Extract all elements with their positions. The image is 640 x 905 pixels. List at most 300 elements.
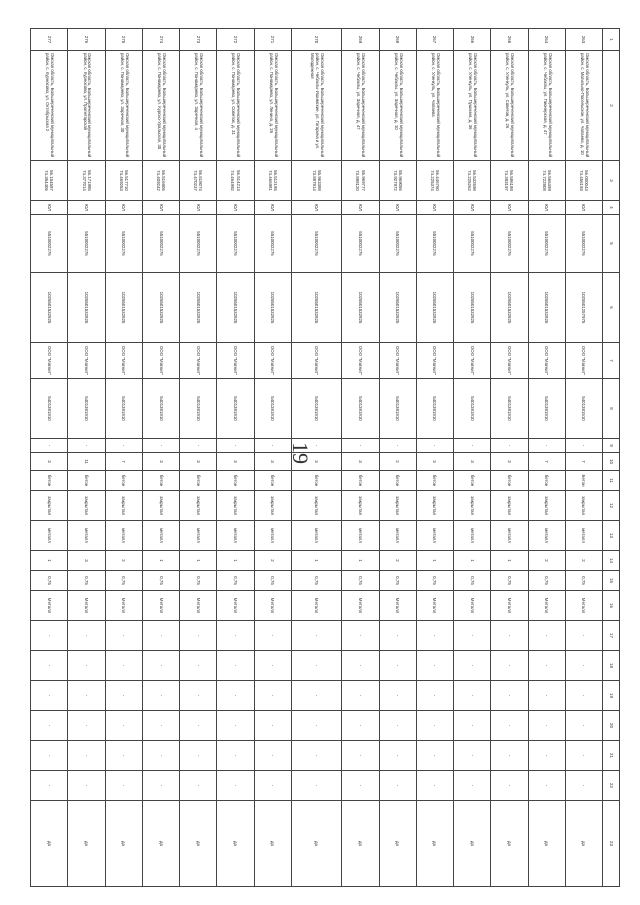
- address-cell: Омская область, Большереченский муниципальный район, с. Уленкуль, ул. Советов, д. 26: [491, 51, 528, 161]
- table-cell: -: [528, 621, 565, 651]
- table-cell: ЮЛ: [180, 201, 217, 215]
- table-cell: -: [254, 621, 291, 651]
- table-cell: -: [180, 741, 217, 771]
- table-cell: 5510002276: [454, 215, 491, 273]
- table-cell: -: [379, 621, 416, 651]
- table-cell: бетон: [68, 471, 105, 491]
- table-cell: -: [180, 771, 217, 801]
- table-cell: 5401381810: [528, 379, 565, 439]
- table-cell: 1025501532825: [379, 273, 416, 343]
- address-cell: Омская область, Большереченский муниципальный район, с. Уленкуль, ул. Пушкина, д. 36: [454, 51, 491, 161]
- column-header: 12: [603, 491, 620, 521]
- table-cell: 56.586188 74.393197: [491, 161, 528, 201]
- table-cell: 3: [31, 453, 68, 471]
- table-cell: -: [565, 621, 602, 651]
- table-cell: -: [565, 651, 602, 681]
- table-cell: -: [454, 711, 491, 741]
- table-cell: да: [342, 801, 379, 887]
- table-row: [528, 29, 565, 887]
- table-cell: 3: [491, 453, 528, 471]
- address-cell: Омская область, Большереченский муниципальный район, с. Чебаклы, ул. Пионерская, д. 47: [528, 51, 565, 161]
- table-cell: 0,75: [416, 571, 453, 591]
- table-cell: бетон: [142, 471, 179, 491]
- table-cell: -: [342, 651, 379, 681]
- table-cell: -: [105, 681, 142, 711]
- table-cell: 3: [217, 453, 254, 471]
- table-cell: -: [491, 741, 528, 771]
- table-cell: 0,75: [528, 571, 565, 591]
- table-cell: -: [454, 681, 491, 711]
- table-cell: закрытая: [454, 491, 491, 521]
- table-cell: Металл: [254, 591, 291, 621]
- table-cell: 1025501532825: [68, 273, 105, 343]
- table-cell: -: [491, 621, 528, 651]
- address-cell: Омская область, Большереченский муниципальный район, с. Курносово, ул. Октябрьская 2: [31, 51, 68, 161]
- table-cell: 0,75: [142, 571, 179, 591]
- column-header: 4: [603, 201, 620, 215]
- table-cell: 56.532598 74.225262: [454, 161, 491, 201]
- table-cell: 5401381810: [105, 379, 142, 439]
- table-cell: -: [291, 681, 342, 711]
- table-cell: 5510002276: [565, 215, 602, 273]
- table-cell: 1: [454, 551, 491, 571]
- table-cell: -: [565, 741, 602, 771]
- table-cell: закрытая: [180, 491, 217, 521]
- table-cell: 5510002276: [491, 215, 528, 273]
- table-cell: бетон: [454, 471, 491, 491]
- table-cell: 5401381810: [379, 379, 416, 439]
- table-cell: 0,75: [454, 571, 491, 591]
- table-cell: -: [291, 621, 342, 651]
- table-cell: Металл: [565, 591, 602, 621]
- table-cell: 1: [217, 551, 254, 571]
- table-cell: 5510002276: [254, 215, 291, 273]
- table-cell: 56.518074 74.470237: [180, 161, 217, 201]
- table-cell: -: [342, 711, 379, 741]
- table-cell: -: [142, 681, 179, 711]
- table-cell: металл: [342, 521, 379, 551]
- table-cell: -: [254, 681, 291, 711]
- table-cell: да: [291, 801, 342, 887]
- table-cell: да: [491, 801, 528, 887]
- table-cell: закрытая: [528, 491, 565, 521]
- table-row: [379, 29, 416, 887]
- table-row: [142, 29, 179, 887]
- table-cell: -: [105, 439, 142, 453]
- table-cell: 265: [491, 29, 528, 51]
- table-cell: 1025501532825: [31, 273, 68, 343]
- table-cell: 3: [416, 453, 453, 471]
- column-header: 2: [603, 51, 620, 161]
- table-cell: 5401381810: [180, 379, 217, 439]
- address-cell: Омская область, Большереченский муниципальный район, с. Чебаклы, ул. Заречная, д. 47: [342, 51, 379, 161]
- table-cell: 3: [142, 453, 179, 471]
- table-cell: -: [180, 711, 217, 741]
- table-cell: -: [31, 741, 68, 771]
- table-cell: -: [217, 681, 254, 711]
- table-cell: 277: [31, 29, 68, 51]
- table-cell: металл: [291, 521, 342, 551]
- table-cell: -: [291, 651, 342, 681]
- table-cell: 5510002276: [180, 215, 217, 273]
- table-cell: металл: [254, 521, 291, 551]
- table-cell: 1: [416, 551, 453, 571]
- address-cell: Омская область, Большереченский муниципальный район, с. Чебаклы, ул. Заречная, д. 10: [379, 51, 416, 161]
- table-cell: металл: [217, 521, 254, 551]
- table-cell: 5401381810: [291, 379, 342, 439]
- table-cell: да: [379, 801, 416, 887]
- column-header: 5: [603, 215, 620, 273]
- table-cell: -: [565, 439, 602, 453]
- table-cell: -: [68, 621, 105, 651]
- table-cell: 270: [291, 29, 342, 51]
- table-cell: -: [217, 439, 254, 453]
- table-cell: -: [491, 651, 528, 681]
- table-row: [217, 29, 254, 887]
- table-cell: Металл: [180, 591, 217, 621]
- table-cell: 264: [528, 29, 565, 51]
- table-cell: металл: [454, 521, 491, 551]
- table-cell: 269: [342, 29, 379, 51]
- table-cell: закрытая: [291, 491, 342, 521]
- table-cell: 1025501532825: [528, 273, 565, 343]
- table-cell: 5401381810: [454, 379, 491, 439]
- column-header: 1: [603, 29, 620, 51]
- table-cell: -: [105, 651, 142, 681]
- table-cell: 56.516806 74.409242: [142, 161, 179, 201]
- table-cell: 5401381810: [416, 379, 453, 439]
- table-cell: 1: [491, 551, 528, 571]
- table-cell: -: [416, 681, 453, 711]
- table-cell: -: [342, 681, 379, 711]
- table-cell: бетон: [491, 471, 528, 491]
- table-cell: -: [142, 621, 179, 651]
- table-cell: ООО "Магнит": [379, 343, 416, 379]
- table-cell: -: [379, 741, 416, 771]
- table-cell: 2: [254, 551, 291, 571]
- table-cell: 2: [379, 453, 416, 471]
- table-cell: 56.154587 74.354406: [31, 161, 68, 201]
- table-cell: 5510002276: [528, 215, 565, 273]
- table-cell: 7: [528, 453, 565, 471]
- table-cell: бетон: [31, 471, 68, 491]
- column-header: 9: [603, 439, 620, 453]
- table-cell: закрытая: [68, 491, 105, 521]
- table-row: [342, 29, 379, 887]
- table-cell: 0,75: [342, 571, 379, 591]
- table-cell: 1025501532825: [491, 273, 528, 343]
- table-cell: 5401381810: [254, 379, 291, 439]
- table-cell: 5401381810: [217, 379, 254, 439]
- table-cell: бетон: [254, 471, 291, 491]
- column-header: 7: [603, 343, 620, 379]
- table-cell: -: [68, 741, 105, 771]
- table-cell: 266: [454, 29, 491, 51]
- table-cell: 0,75: [180, 571, 217, 591]
- table-cell: Металл: [105, 591, 142, 621]
- table-cell: -: [528, 741, 565, 771]
- table-cell: 0,75: [105, 571, 142, 591]
- address-cell: Омская область, Большереченский муниципальный район, с. Чебаклы-Ишимские, ул. Гагарина и ул. Молодежная: [291, 51, 342, 161]
- address-cell: Омская область, Большереченский муниципальный район, с. Курносово, ул. Пролетарская: [68, 51, 105, 161]
- table-cell: 0,75: [31, 571, 68, 591]
- table-cell: 274: [142, 29, 179, 51]
- table-cell: -: [291, 439, 342, 453]
- table-cell: ЮЛ: [217, 201, 254, 215]
- table-cell: Металл: [454, 591, 491, 621]
- table-cell: ЮЛ: [379, 201, 416, 215]
- table-cell: да: [565, 801, 602, 887]
- column-header: 15: [603, 571, 620, 591]
- table-cell: -: [379, 681, 416, 711]
- column-header: 16: [603, 591, 620, 621]
- table-cell: ООО "Магнит": [454, 343, 491, 379]
- table-cell: -: [416, 651, 453, 681]
- table-cell: 5510002276: [342, 215, 379, 273]
- table-cell: -: [180, 439, 217, 453]
- address-cell: Омская область, Большереченский муниципальный район, с. Уленкуль, ул. Чапаева: [416, 51, 453, 161]
- table-cell: -: [454, 771, 491, 801]
- table-cell: -: [528, 439, 565, 453]
- table-cell: закрытая: [342, 491, 379, 521]
- column-header: 21: [603, 741, 620, 771]
- table-cell: 56.512185 74.466981: [254, 161, 291, 201]
- rotated-table-container: [30, 28, 620, 886]
- table-cell: -: [105, 621, 142, 651]
- table-cell: -: [491, 711, 528, 741]
- column-header: 23: [603, 801, 620, 887]
- table-cell: закрытая: [142, 491, 179, 521]
- column-header: 6: [603, 273, 620, 343]
- table-cell: 1025501532825: [416, 273, 453, 343]
- table-cell: 1025501532825: [180, 273, 217, 343]
- table-cell: -: [342, 621, 379, 651]
- column-header: 3: [603, 161, 620, 201]
- column-header: 10: [603, 453, 620, 471]
- table-cell: металл: [491, 521, 528, 551]
- table-cell: да: [31, 801, 68, 887]
- table-cell: металл: [105, 521, 142, 551]
- table-cell: 1: [291, 551, 342, 571]
- table-cell: закрытая: [491, 491, 528, 521]
- table-cell: ООО "Магнит": [342, 343, 379, 379]
- table-cell: Металл: [217, 591, 254, 621]
- table-cell: бетон: [105, 471, 142, 491]
- table-cell: 5510002276: [142, 215, 179, 273]
- table-cell: металл: [68, 521, 105, 551]
- table-cell: -: [254, 771, 291, 801]
- table-cell: бетон: [217, 471, 254, 491]
- column-header: 8: [603, 379, 620, 439]
- table-cell: -: [142, 439, 179, 453]
- table-row: [565, 29, 602, 887]
- column-header: 13: [603, 521, 620, 551]
- table-cell: 0,75: [291, 571, 342, 591]
- table-cell: Металл: [342, 591, 379, 621]
- column-header: 19: [603, 681, 620, 711]
- table-cell: ООО "Магнит": [31, 343, 68, 379]
- table-row: [454, 29, 491, 887]
- table-cell: -: [217, 711, 254, 741]
- table-cell: 272: [217, 29, 254, 51]
- table-cell: закрытая: [217, 491, 254, 521]
- table-cell: ЮЛ: [291, 201, 342, 215]
- table-cell: -: [180, 651, 217, 681]
- table-cell: 5510002276: [379, 215, 416, 273]
- table-cell: закрытая: [254, 491, 291, 521]
- table-cell: -: [254, 741, 291, 771]
- table-cell: 5401381810: [142, 379, 179, 439]
- table-cell: -: [416, 439, 453, 453]
- table-row: [491, 29, 528, 887]
- table-cell: 1025501257975: [565, 273, 602, 343]
- table-cell: 1: [180, 551, 217, 571]
- table-cell: 1025501532825: [291, 273, 342, 343]
- table-cell: 56.514213 74.464992: [217, 161, 254, 201]
- table-row: [180, 29, 217, 887]
- table-cell: -: [416, 771, 453, 801]
- table-cell: Металл: [416, 591, 453, 621]
- table-cell: 56.446760 74.225374: [416, 161, 453, 201]
- address-cell: Омская область, Большереченский муниципальный район, с. Пономарево, ул. Ленина, д. 26: [254, 51, 291, 161]
- table-cell: -: [342, 771, 379, 801]
- table-cell: 7: [565, 453, 602, 471]
- table-cell: 1025501532825: [342, 273, 379, 343]
- table-cell: 1025501532825: [142, 273, 179, 343]
- table-cell: 55.969777 73.888120: [342, 161, 379, 201]
- table-cell: -: [31, 439, 68, 453]
- table-cell: -: [379, 711, 416, 741]
- address-cell: Омская область, Большереченский муниципальный район, с. Пономарево, ул. Заречная, 4: [180, 51, 217, 161]
- table-cell: -: [68, 681, 105, 711]
- table-cell: 267: [416, 29, 453, 51]
- table-cell: да: [254, 801, 291, 887]
- table-cell: -: [217, 651, 254, 681]
- table-cell: 5510002276: [217, 215, 254, 273]
- table-cell: да: [105, 801, 142, 887]
- table-cell: -: [68, 439, 105, 453]
- table-cell: -: [105, 771, 142, 801]
- table-cell: -: [291, 741, 342, 771]
- page-number: 19: [288, 442, 313, 464]
- table-cell: 5401381810: [491, 379, 528, 439]
- column-header: 18: [603, 651, 620, 681]
- table-cell: -: [31, 711, 68, 741]
- column-header: 22: [603, 771, 620, 801]
- table-cell: 0,75: [565, 571, 602, 591]
- table-cell: 5401381810: [31, 379, 68, 439]
- table-cell: металл: [379, 521, 416, 551]
- table-cell: ООО "Магнит": [491, 343, 528, 379]
- header-row: [603, 29, 620, 887]
- table-cell: ООО "Магнит": [565, 343, 602, 379]
- table-cell: 1025501532825: [454, 273, 491, 343]
- table-cell: 5510002276: [291, 215, 342, 273]
- table-cell: металл: [528, 521, 565, 551]
- table-cell: 56.171985 74.377014: [68, 161, 105, 201]
- table-cell: -: [142, 771, 179, 801]
- table-row: [68, 29, 105, 887]
- table-cell: -: [68, 711, 105, 741]
- table-cell: Металл: [142, 591, 179, 621]
- table-cell: ООО "Магнит": [180, 343, 217, 379]
- table-cell: 0,75: [68, 571, 105, 591]
- table-cell: да: [454, 801, 491, 887]
- table-cell: -: [217, 741, 254, 771]
- table-cell: ЮЛ: [254, 201, 291, 215]
- rotated-table-region: [30, 28, 620, 886]
- table-cell: -: [528, 771, 565, 801]
- table-cell: да: [217, 801, 254, 887]
- table-cell: металл: [416, 521, 453, 551]
- table-cell: закрытая: [416, 491, 453, 521]
- table-cell: ООО "Магнит": [254, 343, 291, 379]
- table-cell: 1025501532825: [217, 273, 254, 343]
- table-cell: ЮЛ: [491, 201, 528, 215]
- column-header: 11: [603, 471, 620, 491]
- table-cell: -: [217, 621, 254, 651]
- table-cell: -: [142, 711, 179, 741]
- table-cell: ЮЛ: [416, 201, 453, 215]
- table-cell: ЮЛ: [142, 201, 179, 215]
- table-cell: -: [416, 741, 453, 771]
- table-cell: 3: [342, 453, 379, 471]
- table-cell: -: [342, 741, 379, 771]
- table-cell: -: [342, 439, 379, 453]
- table-cell: ЮЛ: [105, 201, 142, 215]
- table-cell: 2: [528, 551, 565, 571]
- table-cell: -: [528, 711, 565, 741]
- table-cell: -: [454, 651, 491, 681]
- table-cell: 56.517710 74.469253: [105, 161, 142, 201]
- table-cell: 271: [254, 29, 291, 51]
- table-cell: 3: [180, 453, 217, 471]
- table-cell: да: [68, 801, 105, 887]
- table-cell: -: [254, 439, 291, 453]
- column-header: 14: [603, 551, 620, 571]
- table-cell: -: [528, 651, 565, 681]
- table-cell: да: [142, 801, 179, 887]
- column-header: 20: [603, 711, 620, 741]
- table-cell: -: [565, 711, 602, 741]
- table-cell: -: [565, 681, 602, 711]
- table-cell: Металл: [528, 591, 565, 621]
- table-cell: 276: [68, 29, 105, 51]
- table-cell: 2: [379, 551, 416, 571]
- table-cell: -: [491, 771, 528, 801]
- address-cell: Омская область, Большереченский муниципальный район, с. Пономарево, ул. Заречная, 30: [105, 51, 142, 161]
- table-cell: ЮЛ: [565, 201, 602, 215]
- table-row: [105, 29, 142, 887]
- table-cell: 275: [105, 29, 142, 51]
- table-body: [31, 29, 603, 887]
- table-cell: -: [105, 741, 142, 771]
- table-cell: -: [254, 651, 291, 681]
- table-cell: 0,75: [491, 571, 528, 591]
- column-header: 17: [603, 621, 620, 651]
- table-cell: -: [31, 651, 68, 681]
- table-cell: 7: [105, 453, 142, 471]
- table-cell: Металл: [491, 591, 528, 621]
- table-cell: да: [528, 801, 565, 887]
- table-cell: ЮЛ: [342, 201, 379, 215]
- table-cell: 3: [454, 453, 491, 471]
- table-cell: -: [379, 771, 416, 801]
- table-cell: ЮЛ: [454, 201, 491, 215]
- table-cell: ООО "Магнит": [291, 343, 342, 379]
- table-cell: 1: [342, 551, 379, 571]
- table-cell: -: [454, 439, 491, 453]
